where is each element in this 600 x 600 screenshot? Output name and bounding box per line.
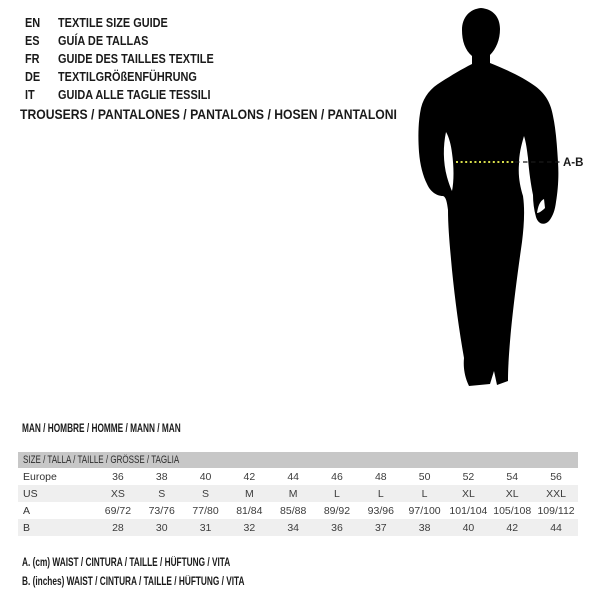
row-label: US <box>23 487 38 500</box>
size-value: 30 <box>155 521 168 534</box>
category-title-text: TROUSERS / PANTALONES / PANTALONS / HOSEN / PANTALONI <box>20 106 397 122</box>
language-label-text: TEXTILGRÖßENFÜHRUNG <box>58 68 197 84</box>
size-table-row-a <box>18 502 578 519</box>
language-label-text: TEXTILE SIZE GUIDE <box>58 14 168 30</box>
gender-title-text: MAN / HOMBRE / HOMME / MANN / MAN <box>22 423 181 435</box>
size-value: 93/96 <box>367 504 394 517</box>
row-label: B <box>23 521 31 534</box>
size-value: 81/84 <box>236 504 263 517</box>
size-value: XS <box>110 487 125 500</box>
size-value: 89/92 <box>323 504 351 517</box>
size-value: 42 <box>243 470 256 483</box>
language-code <box>25 51 58 66</box>
size-value: 69/72 <box>104 504 132 517</box>
language-label <box>58 51 243 66</box>
note-a <box>22 554 331 573</box>
size-table-header-row <box>18 452 578 468</box>
language-label <box>58 15 189 30</box>
size-value: 38 <box>155 470 168 483</box>
size-table-row-europe <box>18 468 578 485</box>
row-label: A <box>23 504 31 517</box>
size-value: 52 <box>462 470 475 483</box>
language-row-en <box>25 13 243 31</box>
size-value: 50 <box>418 470 431 483</box>
language-row-it <box>25 85 243 103</box>
size-value: 44 <box>550 521 562 534</box>
language-code-text: DE <box>25 68 41 84</box>
language-label <box>58 87 240 102</box>
size-value: 42 <box>506 521 519 534</box>
language-code <box>25 69 58 84</box>
size-value: 46 <box>331 470 343 483</box>
size-value: 32 <box>243 521 256 534</box>
size-value: L <box>377 487 384 500</box>
language-code-text: FR <box>25 50 40 66</box>
size-value: M <box>244 487 254 500</box>
size-value: S <box>158 487 166 500</box>
category-title <box>20 106 453 122</box>
size-value: 38 <box>418 521 431 534</box>
measure-label-a-b: A-B <box>563 157 584 169</box>
size-value: 40 <box>199 470 212 483</box>
size-value: S <box>202 487 210 500</box>
size-value: 40 <box>462 521 475 534</box>
size-value: XXL <box>546 487 566 500</box>
language-label-text: GUÍA DE TALLAS <box>58 32 149 48</box>
language-code-text: EN <box>25 14 41 30</box>
size-value: L <box>334 487 340 500</box>
size-table-row-b <box>18 519 578 536</box>
size-value: 36 <box>112 470 124 483</box>
language-label-text: GUIDE DES TAILLES TEXTILE <box>58 50 214 66</box>
language-code-text: IT <box>25 86 35 102</box>
language-row-fr <box>25 49 243 67</box>
note-b <box>22 573 331 592</box>
size-value: 56 <box>550 470 562 483</box>
man-silhouette <box>418 8 558 386</box>
language-label-text: GUIDA ALLE TAGLIE TESSILI <box>58 86 211 102</box>
size-value: 105/108 <box>493 504 532 517</box>
size-value: 54 <box>506 470 519 483</box>
size-value: XL <box>505 487 519 500</box>
language-row-es <box>25 31 243 49</box>
size-value: 109/112 <box>537 504 575 517</box>
language-list <box>25 13 243 103</box>
size-value: 77/80 <box>192 504 219 517</box>
note-b-text: B. (inches) WAIST / CINTURA / TAILLE / HÜFTUNG / VITA <box>22 575 245 588</box>
size-table-header <box>18 452 578 468</box>
measurement-notes <box>22 554 331 591</box>
man-figure-diagram <box>412 0 587 396</box>
size-value: 48 <box>374 470 387 483</box>
size-value: 34 <box>287 521 299 534</box>
size-table <box>18 452 578 536</box>
language-label <box>58 69 223 84</box>
size-table-row-us <box>18 485 578 502</box>
note-a-text: A. (cm) WAIST / CINTURA / TAILLE / HÜFTUNG / VITA <box>22 557 231 569</box>
language-code-text: ES <box>25 32 40 48</box>
language-code <box>25 15 58 30</box>
row-label: Europe <box>23 470 57 483</box>
size-value: 44 <box>287 470 299 483</box>
language-code <box>25 33 58 48</box>
size-value: L <box>421 487 428 500</box>
language-label <box>58 33 166 48</box>
size-value: 101/104 <box>449 504 488 517</box>
size-value: M <box>288 487 298 500</box>
size-value: XL <box>461 487 475 500</box>
size-value: 37 <box>374 521 387 534</box>
size-value: 97/100 <box>408 504 441 517</box>
size-value: 85/88 <box>280 504 307 517</box>
size-value: 31 <box>199 521 212 534</box>
size-table-header-text: SIZE / TALLA / TAILLE / GRÖSSE / TAGLIA <box>23 454 180 466</box>
language-code <box>25 87 58 102</box>
size-value: 28 <box>112 521 124 534</box>
language-row-de <box>25 67 243 85</box>
gender-title <box>22 423 242 435</box>
size-value: 73/76 <box>148 504 175 517</box>
size-value: 36 <box>331 521 343 534</box>
